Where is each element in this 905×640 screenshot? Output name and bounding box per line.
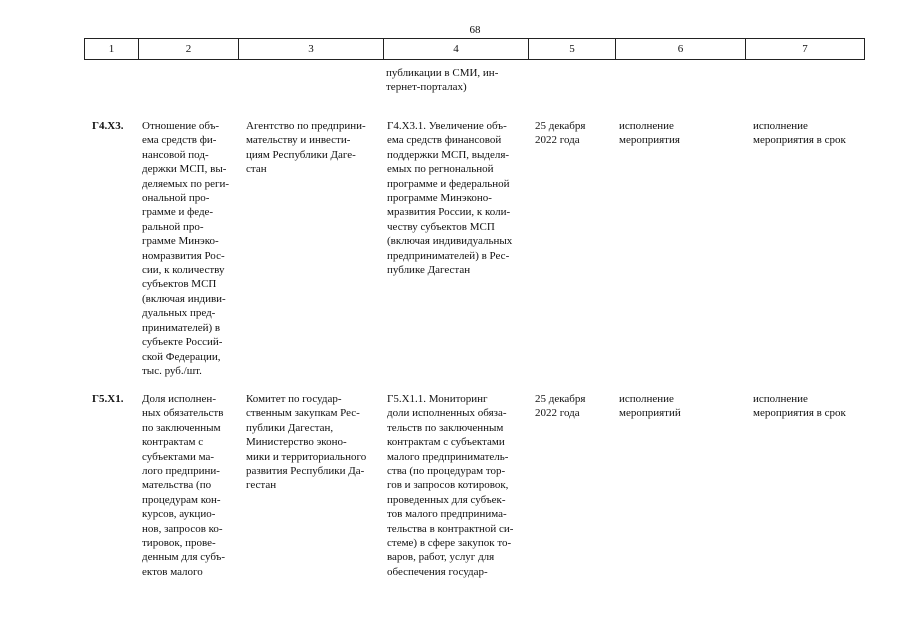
text-line: субъектами ма- bbox=[142, 450, 215, 463]
text-line: (включая индиви- bbox=[142, 292, 226, 305]
text-line: Г4.Х3.1. Увеличение объ- bbox=[387, 120, 507, 132]
text-line: (включая индивидуальных bbox=[387, 235, 513, 248]
text-line: лого предприни- bbox=[142, 465, 220, 478]
text-line: денным для субъ- bbox=[142, 551, 226, 564]
text-line: контрактам с bbox=[142, 436, 204, 449]
text-line: тельства в контрактной си- bbox=[387, 522, 514, 535]
text-line: ральной про- bbox=[142, 220, 204, 233]
result-text bbox=[619, 392, 739, 421]
text-line: предпринимателей) в Рес- bbox=[387, 249, 510, 262]
text-line: сии, к количеству bbox=[142, 264, 225, 277]
text-line: емых по регнональной bbox=[387, 163, 494, 176]
text-line: стан bbox=[246, 163, 267, 176]
column-header-1: 1 bbox=[84, 39, 138, 59]
text-line: ема средств финансовой bbox=[387, 134, 502, 147]
responsible-text bbox=[246, 392, 378, 493]
text-line: мательству и инвести- bbox=[246, 134, 351, 147]
text-line: честву субъектов МСП bbox=[387, 220, 495, 233]
text-line: гов и запросов котировок, bbox=[387, 479, 509, 492]
text-line: деляемых по реги- bbox=[142, 177, 230, 190]
text-line: ных обязательств bbox=[142, 407, 224, 420]
text-line: программе и федеральной bbox=[387, 177, 510, 190]
text-line: курсов, аукцио- bbox=[142, 508, 216, 521]
text-line: гестан bbox=[246, 479, 277, 492]
text-line: проведенных для субъек- bbox=[387, 493, 506, 506]
text-line: 2022 года bbox=[535, 134, 580, 147]
text-line: дуальных пред- bbox=[142, 307, 216, 320]
text-line: Министерство эконо- bbox=[246, 436, 347, 449]
text-line: ственным закупкам Рес- bbox=[246, 407, 360, 420]
text-line: доли исполненных обяза- bbox=[387, 407, 507, 420]
text-line: стеме) в сфере закупок то- bbox=[387, 537, 512, 550]
text-line: процедурам кон- bbox=[142, 493, 221, 506]
text-line: мероприятия в срок bbox=[753, 407, 846, 420]
deadline-text bbox=[535, 119, 615, 148]
column-header-7: 7 bbox=[745, 39, 865, 59]
text-line: Комитет по государ- bbox=[246, 393, 342, 405]
text-line: публикации в СМИ, ин- bbox=[386, 67, 499, 79]
text-line: контрактам с субъектами bbox=[387, 436, 505, 449]
action-text bbox=[387, 392, 523, 579]
column-header-2: 2 bbox=[138, 39, 238, 59]
text-line: нов, запросов ко- bbox=[142, 522, 223, 535]
text-line: ской Федерации, bbox=[142, 350, 221, 363]
text-line: мики и территориального bbox=[246, 450, 367, 463]
text-line: поддержки МСП, выделя- bbox=[387, 148, 510, 161]
text-line: номразвития Рос- bbox=[142, 249, 225, 262]
text-line: обеспечения государ- bbox=[387, 565, 488, 578]
text-line: нансовой под- bbox=[142, 148, 209, 161]
text-line: циям Республики Даге- bbox=[246, 148, 356, 161]
column-header-3: 3 bbox=[238, 39, 383, 59]
deadline-text bbox=[535, 392, 615, 421]
text-line: субъектов МСП bbox=[142, 278, 217, 291]
column-header-4: 4 bbox=[383, 39, 528, 59]
text-line: 2022 года bbox=[535, 407, 580, 420]
column-header-5: 5 bbox=[528, 39, 615, 59]
text-line: мероприятия bbox=[619, 134, 680, 147]
text-line: грамме и феде- bbox=[142, 206, 214, 219]
text-line: исполнение bbox=[753, 393, 808, 405]
indicator-text bbox=[142, 392, 234, 579]
text-line: Доля исполнен- bbox=[142, 393, 216, 405]
text-line: исполнение bbox=[619, 393, 674, 405]
text-line: тировок, прове- bbox=[142, 537, 216, 550]
action-text bbox=[387, 119, 523, 277]
text-line: публики Дагестан, bbox=[246, 421, 334, 434]
text-line: Отношение объ- bbox=[142, 120, 220, 132]
control-text bbox=[753, 119, 868, 148]
text-line: по заключенным bbox=[142, 421, 221, 434]
column-header-6: 6 bbox=[615, 39, 745, 59]
text-line: грамме Минэко- bbox=[142, 235, 219, 248]
text-line: тыс. руб./шт. bbox=[142, 364, 202, 377]
text-line: ема средств фи- bbox=[142, 134, 217, 147]
text-line: публике Дагестан bbox=[387, 264, 471, 277]
row-code: Г4.Х3. bbox=[92, 120, 124, 132]
text-line: субъекте Россий- bbox=[142, 336, 223, 349]
text-line: 25 декабря bbox=[535, 393, 586, 405]
text-line: держки МСП, вы- bbox=[142, 163, 227, 176]
text-line: исполнение bbox=[753, 120, 808, 132]
text-line: тернет-порталах) bbox=[386, 81, 467, 94]
text-line: тельств по заключенным bbox=[387, 421, 504, 434]
text-line: тов малого предпринима- bbox=[387, 508, 507, 521]
text-line: мероприятия в срок bbox=[753, 134, 846, 147]
row-code: Г5.Х1. bbox=[92, 393, 124, 405]
text-line: Г5.Х1.1. Мониторинг bbox=[387, 393, 488, 405]
continuation-text bbox=[386, 66, 526, 95]
text-line: ектов малого bbox=[142, 565, 203, 578]
responsible-text bbox=[246, 119, 378, 177]
text-line: мразвития России, к коли- bbox=[387, 206, 511, 219]
text-line: варов, работ, услуг для bbox=[387, 551, 495, 564]
page-number: 68 bbox=[469, 24, 481, 36]
text-line: мательства (по bbox=[142, 479, 212, 492]
text-line: принимателей) в bbox=[142, 321, 221, 334]
indicator-text bbox=[142, 119, 234, 378]
text-line: ональной про- bbox=[142, 192, 210, 205]
text-line: Агентство по предприни- bbox=[246, 120, 366, 132]
text-line: программе Минэконо- bbox=[387, 192, 492, 205]
text-line: 25 декабря bbox=[535, 120, 586, 132]
text-line: развития Республики Да- bbox=[246, 465, 365, 478]
text-line: мероприятий bbox=[619, 407, 681, 420]
result-text bbox=[619, 119, 739, 148]
text-line: малого предприниматель- bbox=[387, 450, 509, 463]
text-line: исполнение bbox=[619, 120, 674, 132]
text-line: ства (по процедурам тор- bbox=[387, 465, 506, 478]
table-header-row bbox=[84, 38, 865, 60]
control-text bbox=[753, 392, 868, 421]
